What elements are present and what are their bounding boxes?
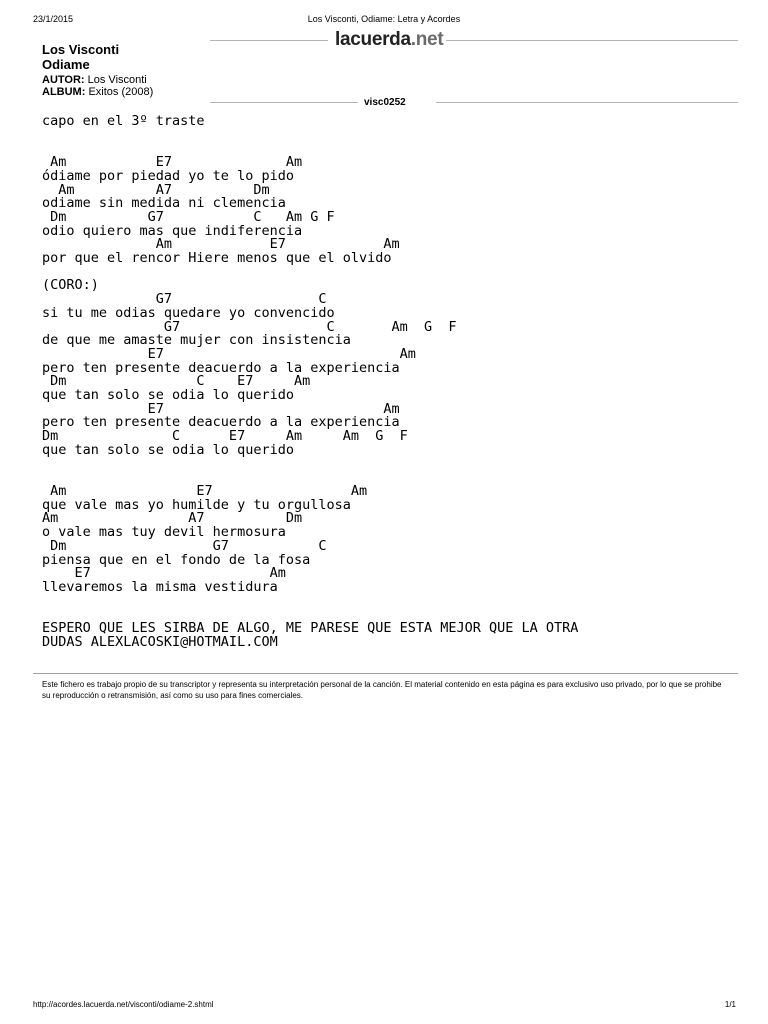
logo-text: lacuerda bbox=[335, 29, 411, 50]
logo-tld: .net bbox=[410, 29, 444, 50]
footer-rule bbox=[33, 673, 738, 674]
song-author bbox=[42, 74, 147, 86]
print-page-title: Los Visconti, Odiame: Letra y Acordes bbox=[307, 14, 461, 24]
header-rule-left bbox=[210, 40, 328, 41]
song-album bbox=[42, 86, 153, 98]
disclaimer: Este fichero es trabajo propio de su transcriptor y representa su interpretación personal de la canción. El material contenido en esta página es para exclusivo uso privado, por lo que se prohibe su reproducción o retransmisión, así como su uso para fines comerciales. bbox=[42, 680, 722, 700]
header-rule-right bbox=[446, 40, 738, 41]
print-url: http://acordes.lacuerda.net/visconti/odiame-2.shtml bbox=[33, 1000, 214, 1009]
song-artist[interactable]: Los Visconti bbox=[42, 42, 120, 57]
page-number: 1/1 bbox=[724, 1000, 736, 1009]
transcriber-user[interactable]: visc0252 bbox=[364, 97, 406, 108]
song-title: Odiame bbox=[42, 57, 90, 72]
album-label: ALBUM: bbox=[42, 86, 86, 98]
lyrics-chords: capo en el 3º traste Am E7 Am ódiame por piedad yo te lo pido Am A7 Dm odiame sin medida ni clemencia Dm G7 C Am G F odio quiero mas que indiferencia Am E7 Am por que el rencor Hiere menos que el olvido (CORO:) G7 C si tu me odias quedare yo convencido G7 C Am G F de que me amaste mujer con insistencia E7 Am pero ten presente deacuerdo a la experiencia Dm C E7 Am que tan solo se odia lo querido E7 Am pero ten presente deacuerdo a la experiencia Dm C E7 Am Am G F que tan solo se odia lo querido Am E7 Am que vale mas yo humilde y tu orgullosa Am A7 Dm o vale mas tuy devil hermosura Dm G7 C piensa que en el fondo de la fosa E7 Am llevaremos la misma vestidura ESPERO QUE LES SIRBA DE ALGO, ME PARESE QUE ESTA MEJOR QUE LA OTRA DUDAS ALEXLACOSKI@HOTMAIL.COM bbox=[42, 113, 579, 650]
user-rule-left bbox=[210, 102, 358, 103]
user-rule-right bbox=[436, 102, 738, 103]
lacuerda-logo[interactable] bbox=[335, 29, 443, 51]
album-value: Exitos (2008) bbox=[88, 86, 154, 98]
author-value: Los Visconti bbox=[87, 74, 147, 86]
author-label: AUTOR: bbox=[42, 74, 85, 86]
print-date: 23/1/2015 bbox=[33, 14, 74, 24]
